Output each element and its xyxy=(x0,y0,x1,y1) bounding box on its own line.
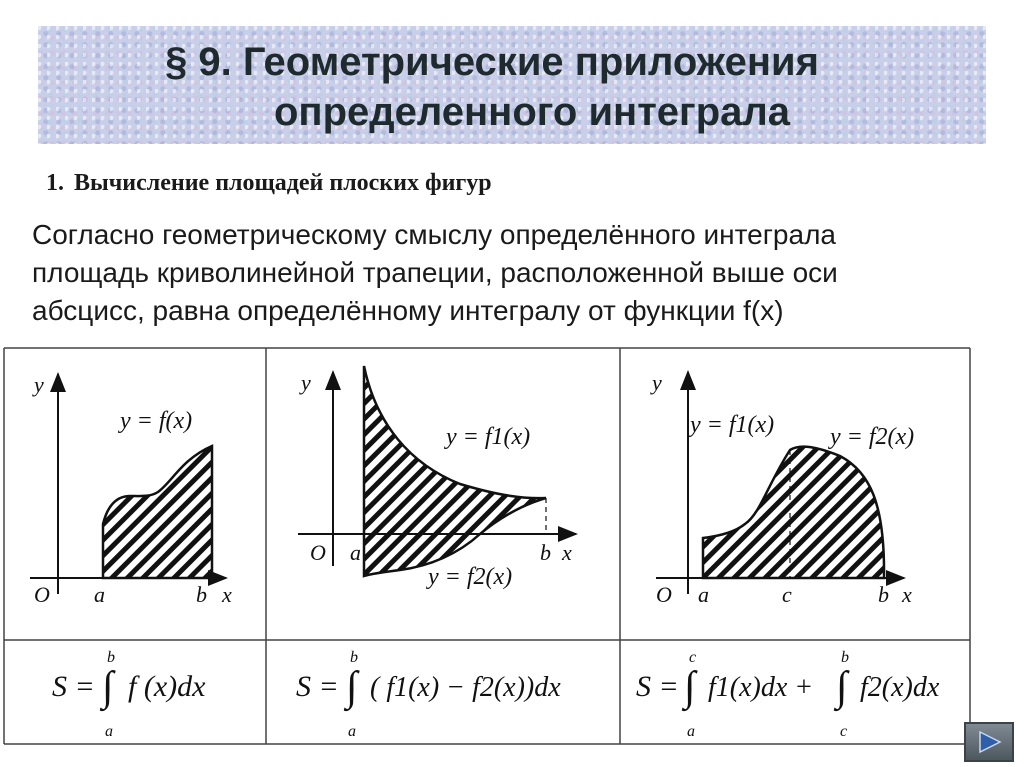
formula-2-lower-limit: a xyxy=(348,723,356,740)
formula-1-lower-limit: a xyxy=(105,723,113,740)
formula-2 xyxy=(296,649,561,740)
formula-2-integrand: ( f1(x) − f2(x))dx xyxy=(370,672,561,703)
graph-3-region xyxy=(703,447,884,578)
formula-3-lower-limit-2: c xyxy=(840,723,848,740)
graph-2-tick-b: b xyxy=(540,540,551,565)
graph-1 xyxy=(30,372,232,607)
graph-3-curve-label-f2: y = f2(x) xyxy=(830,424,915,450)
formula-3-integrand-1: f1(x)dx + xyxy=(708,672,814,703)
graph-1-curve-label: y = f(x) xyxy=(120,408,193,434)
body-line-1: Согласно геометрическому смыслу определённого интеграла xyxy=(32,219,836,250)
body-line-3: абсцисс, равна определённому интегралу от функции f(x) xyxy=(32,295,784,326)
formula-3-lhs: S = xyxy=(636,670,679,703)
section-heading xyxy=(46,170,492,197)
graph-1-y-axis-label: y xyxy=(34,372,44,397)
section-number: 1. xyxy=(46,170,64,196)
graph-1-origin-label: O xyxy=(34,582,50,607)
graph-3-tick-b: b xyxy=(878,582,889,607)
graph-1-x-axis-label: x xyxy=(222,582,232,607)
title-banner xyxy=(38,26,986,144)
graph-3-tick-a: a xyxy=(698,582,709,607)
graph-3-origin-label: O xyxy=(656,582,672,607)
formula-2-integral-sign: ∫ xyxy=(346,664,358,710)
graph-3-curve-label-f1: y = f1(x) xyxy=(690,412,775,438)
formula-1-upper-limit: b xyxy=(107,649,115,666)
graph-2-y-axis-label: y xyxy=(301,370,311,395)
formula-1-integrand: f (x)dx xyxy=(128,670,206,703)
graph-3-tick-c: c xyxy=(782,582,792,607)
formula-1-integral-sign: ∫ xyxy=(102,664,114,710)
formula-2-upper-limit: b xyxy=(350,649,358,666)
formula-3-lower-limit-1: a xyxy=(687,723,695,740)
graph-3-x-axis-label: x xyxy=(902,582,912,607)
body-paragraph xyxy=(32,216,972,330)
graph-1-tick-a: a xyxy=(94,582,105,607)
graph-2 xyxy=(298,366,576,590)
formula-1 xyxy=(52,649,206,740)
formula-3-integrand-2: f2(x)dx xyxy=(860,672,940,703)
graph-1-region xyxy=(103,446,212,578)
graph-2-curve-label-f2: y = f2(x) xyxy=(428,564,513,590)
section-heading-text: Вычисление площадей плоских фигур xyxy=(74,170,492,196)
formula-1-lhs: S = xyxy=(52,670,95,703)
graph-2-curve-label-f1: y = f1(x) xyxy=(446,424,531,450)
graph-2-x-axis-label: x xyxy=(562,540,572,565)
graph-2-tick-a: a xyxy=(350,540,361,565)
play-next-icon xyxy=(974,729,1004,755)
figure-table xyxy=(0,344,1024,767)
graph-2-region xyxy=(364,366,546,576)
graph-3 xyxy=(650,370,914,607)
formula-3 xyxy=(636,649,940,740)
page-title-line-1: § 9. Геометрические приложения xyxy=(165,40,819,84)
next-slide-button[interactable] xyxy=(964,722,1014,762)
graph-1-tick-b: b xyxy=(196,582,207,607)
graph-2-origin-label: O xyxy=(310,540,326,565)
formula-3-integral-sign-2: ∫ xyxy=(836,664,848,710)
graph-3-y-axis-label: y xyxy=(652,370,662,395)
formula-2-lhs: S = xyxy=(296,670,339,703)
body-line-2: площадь криволинейной трапеции, расположенной выше оси xyxy=(32,257,838,288)
formula-3-upper-limit-1: c xyxy=(689,649,697,666)
formula-3-integral-sign-1: ∫ xyxy=(684,664,696,710)
page-title-line-2: определенного интеграла xyxy=(273,90,791,134)
formula-3-upper-limit-2: b xyxy=(841,649,849,666)
